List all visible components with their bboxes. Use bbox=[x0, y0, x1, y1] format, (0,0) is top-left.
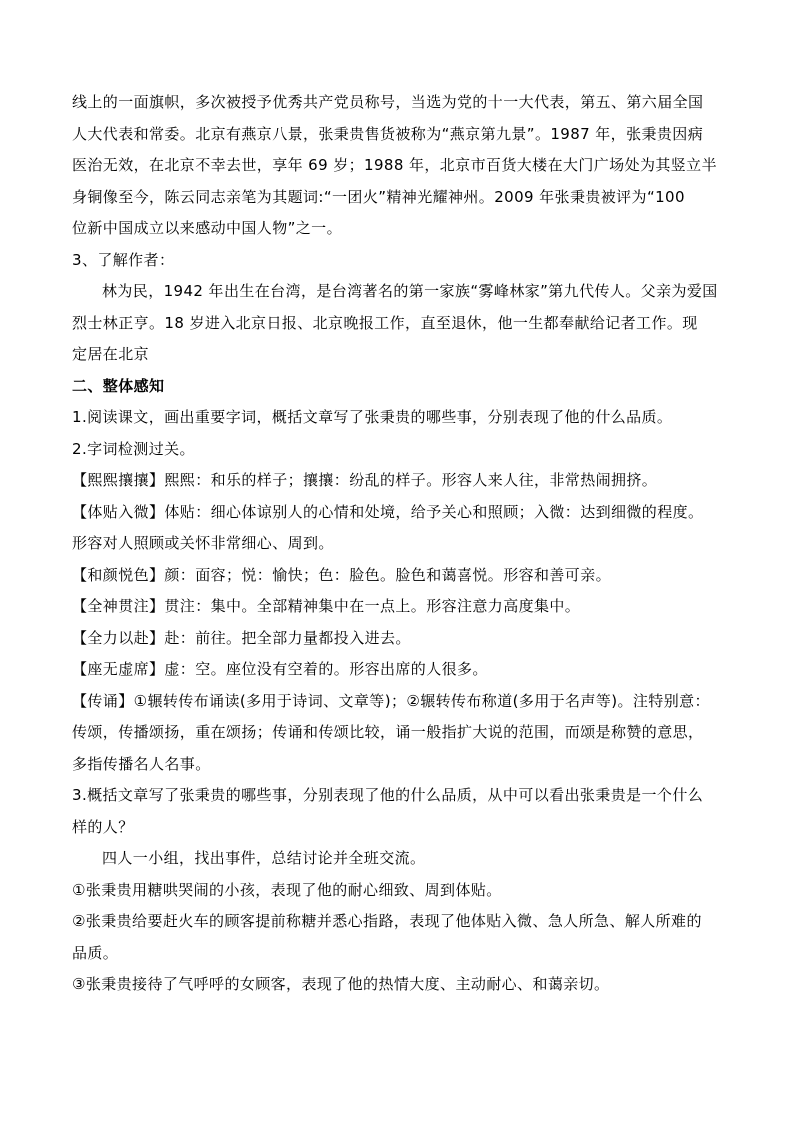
document-page bbox=[72, 87, 732, 1001]
text-line: 身铜像至今，陈云同志亲笔为其题词:“一团火”精神光耀神州。2009 年张秉贵被评为“100 bbox=[72, 187, 685, 206]
answer-item: ②张秉贵给要赶火车的顾客提前称糖并悉心指路，表现了他体贴入微、急人所急、解人所难的 bbox=[72, 912, 702, 930]
vocab-entry: 【传诵】①辗转传布诵读(多用于诗词、文章等)；②辗转传布称道(多用于名声等)。注特别意： bbox=[72, 691, 710, 710]
text-line: 位新中国成立以来感动中国人物”之一。 bbox=[72, 219, 342, 237]
task-2: 2.字词检测过关。 bbox=[72, 439, 195, 458]
vocab-entry: 【全力以赴】赴：前往。把全部力量都投入进去。 bbox=[72, 628, 411, 647]
vocab-entry-continued: 形容对人照顾或关怀非常细心、周到。 bbox=[72, 534, 334, 552]
vocab-entry-continued: 多指传播名人名事。 bbox=[72, 754, 211, 773]
answer-item-continued: 品质。 bbox=[72, 943, 119, 962]
task-3 bbox=[72, 780, 732, 843]
text-line: 样的人？ bbox=[72, 817, 134, 836]
answer-list bbox=[72, 875, 732, 1001]
text-line: 烈士林正亨。18 岁进入北京日报、北京晚报工作，直至退休，他一生都奉献给记者工作。现 bbox=[72, 313, 698, 332]
vocab-entry: 【和颜悦色】颜：面容；悦：愉快；色：脸色。脸色和蔼喜悦。形容和善可亲。 bbox=[72, 565, 612, 584]
author-heading: 3、了解作者： bbox=[72, 250, 175, 269]
biography-paragraph bbox=[72, 87, 732, 245]
text-line: 人大代表和常委。北京有燕京八景，张秉贵售货被称为“燕京第九景”。1987 年，张秉贵因病 bbox=[72, 124, 704, 143]
section-heading: 二、整体感知 bbox=[72, 376, 165, 395]
group-instruction: 四人一小组，找出事件，总结讨论并全班交流。 bbox=[102, 849, 426, 867]
vocabulary-list bbox=[72, 465, 732, 780]
vocab-entry: 【全神贯注】贯注：集中。全部精神集中在一点上。形容注意力高度集中。 bbox=[72, 597, 581, 615]
vocab-entry: 【熙熙攘攘】熙熙：和乐的样子；攘攘：纷乱的样子。形容人来人往，非常热闹拥挤。 bbox=[72, 471, 658, 489]
text-line: 林为民，1942 年出生在台湾，是台湾著名的第一家族“雾峰林家”第九代传人。父亲为爱国 bbox=[102, 282, 718, 300]
vocab-entry: 【座无虚席】虚：空。座位没有空着的。形容出席的人很多。 bbox=[72, 660, 488, 678]
text-line: 医治无效，在北京不幸去世，享年 69 岁；1988 年，北京市百货大楼在大门广场处为其竖立半 bbox=[72, 156, 717, 174]
task-1: 1.阅读课文，画出重要字词，概括文章写了张秉贵的哪些事，分别表现了他的什么品质。 bbox=[72, 408, 673, 426]
vocab-entry-continued: 传颂，传播颂扬，重在颂扬；传诵和传颂比较，诵一般指扩大说的范围，而颂是称赞的意思， bbox=[72, 723, 704, 741]
answer-item: ①张秉贵用糖哄哭闹的小孩，表现了他的耐心细致、周到体贴。 bbox=[72, 880, 502, 899]
text-line: 3.概括文章写了张秉贵的哪些事，分别表现了他的什么品质，从中可以看出张秉贵是一个什么 bbox=[72, 786, 704, 804]
text-line: 定居在北京 bbox=[72, 345, 150, 363]
answer-item: ③张秉贵接待了气呼呼的女顾客，表现了他的热情大度、主动耐心、和蔼亲切。 bbox=[72, 975, 610, 993]
author-paragraph bbox=[72, 276, 732, 371]
vocab-entry: 【体贴入微】体贴：细心体谅别人的心情和处境，给予关心和照顾；入微：达到细微的程度。 bbox=[72, 502, 704, 521]
text-line: 线上的一面旗帜，多次被授予优秀共产党员称号，当选为党的十一大代表，第五、第六届全国 bbox=[72, 93, 704, 111]
